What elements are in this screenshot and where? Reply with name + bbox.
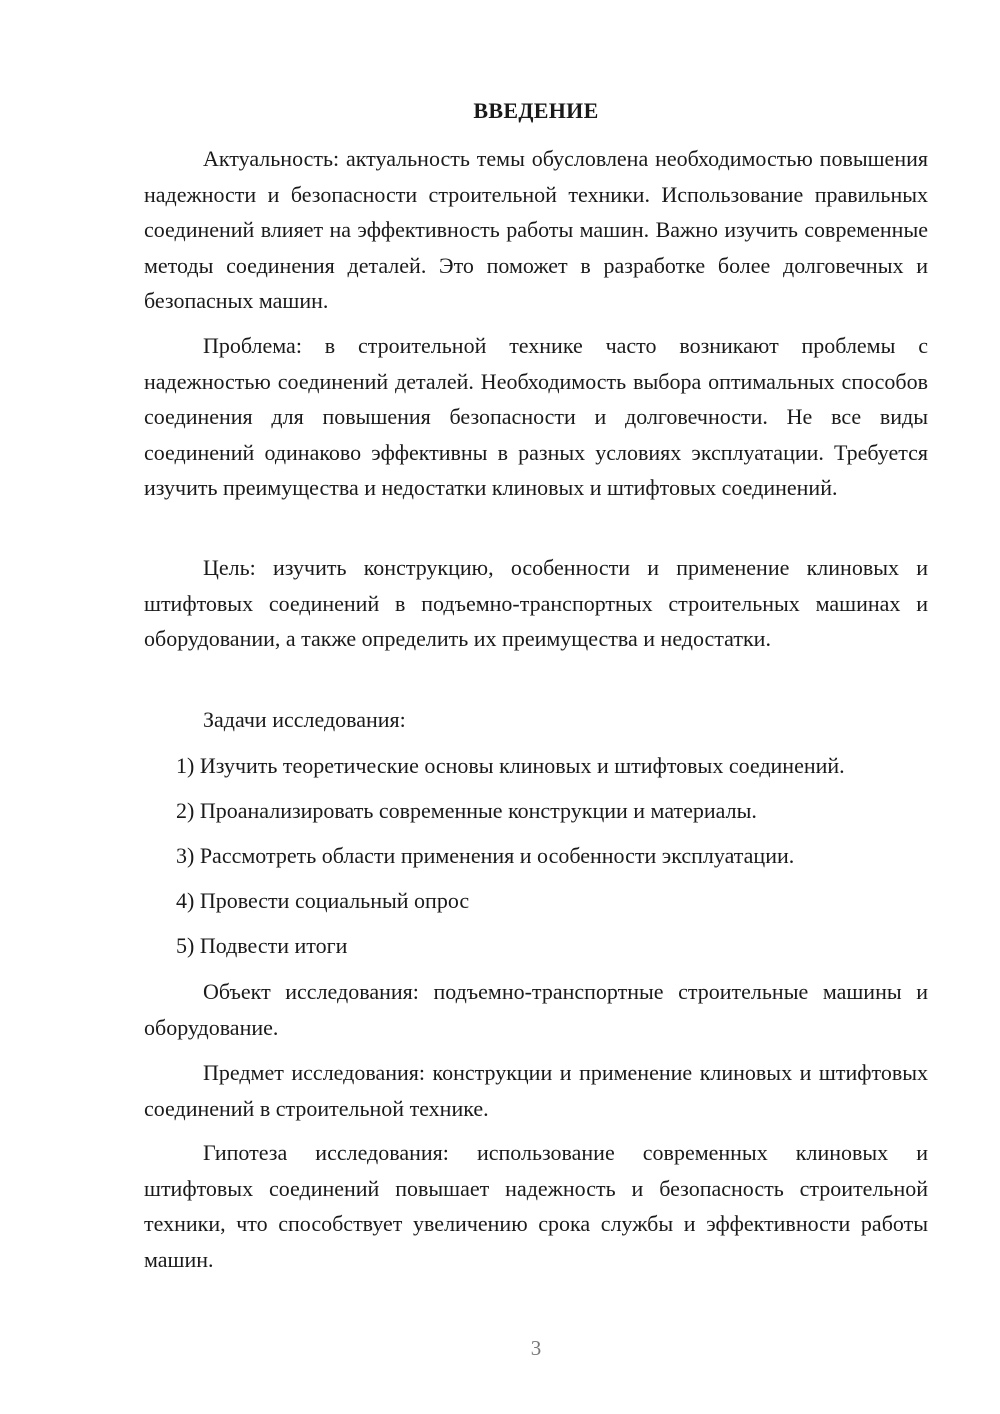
task-item-4: 4) Провести социальный опрос: [176, 888, 470, 913]
task-item-2: 2) Проанализировать современные конструкции и материалы.: [176, 798, 757, 823]
paragraph-object: Объект исследования: подъемно-транспортные строительные машины и оборудование.: [144, 979, 928, 1040]
document-page: [144, 0, 928, 1414]
paragraph-problem: Проблема: в строительной технике часто возникают проблемы с надежностью соединений деталей. Необходимость выбора оптимальных способов соединения для повышения безопасности и долговечности. Не все виды соединений одинаково эффективны в разных условиях эксплуатации. Требуется изучить преимущества и недостатки клиновых и штифтовых соединений.: [144, 333, 928, 500]
task-item-3: 3) Рассмотреть области применения и особенности эксплуатации.: [176, 843, 795, 868]
task-item-1: 1) Изучить теоретические основы клиновых и штифтовых соединений.: [176, 753, 845, 778]
paragraph-subject: Предмет исследования: конструкции и применение клиновых и штифтовых соединений в строительной технике.: [144, 1060, 928, 1121]
page-title: ВВЕДЕНИЕ: [473, 98, 599, 123]
paragraph-relevance: Актуальность: актуальность темы обусловлена необходимостью повышения надежности и безопасности строительной техники. Использование правильных соединений влияет на эффективность работы машин. Важно изучить современные методы соединения деталей. Это поможет в разработке более долговечных и безопасных машин.: [144, 146, 928, 313]
task-item-5: 5) Подвести итоги: [176, 933, 348, 958]
page-number: 3: [530, 1336, 542, 1360]
paragraph-goal: Цель: изучить конструкцию, особенности и применение клиновых и штифтовых соединений в подъемно-транспортных строительных машинах и оборудовании, а также определить их преимущества и недостатки.: [144, 555, 928, 651]
tasks-heading: Задачи исследования:: [203, 707, 406, 732]
paragraph-hypothesis: Гипотеза исследования: использование современных клиновых и штифтовых соединений повышает надежность и безопасность строительной техники, что способствует увеличению срока службы и эффективности работы машин.: [144, 1140, 928, 1272]
